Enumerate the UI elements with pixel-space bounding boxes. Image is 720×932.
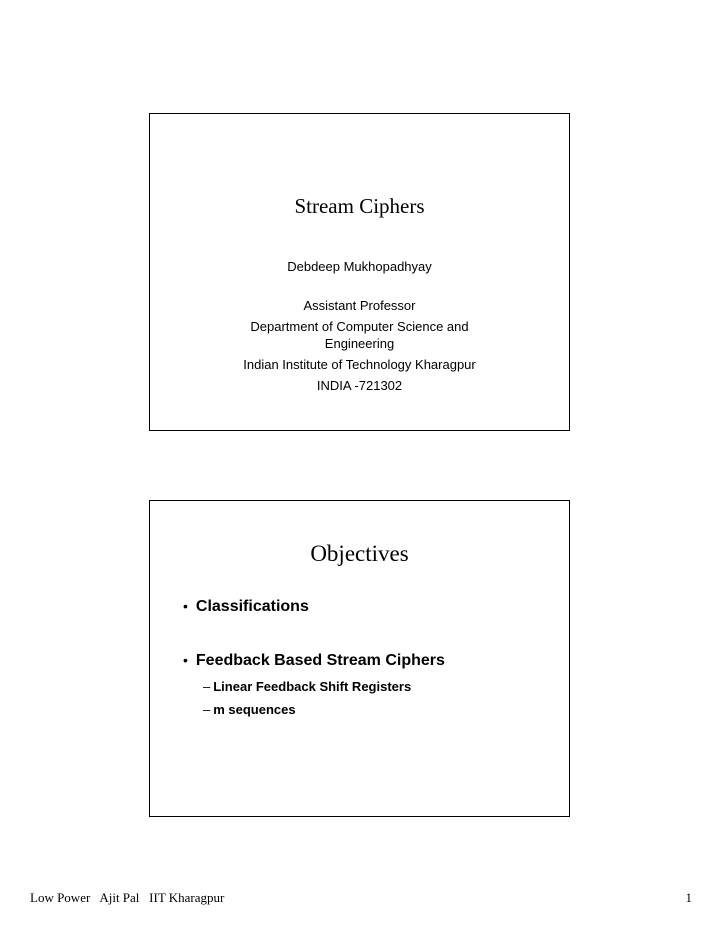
affiliation-line: Indian Institute of Technology Kharagpur — [243, 357, 476, 372]
affiliation-line: Department of Computer Science and — [250, 319, 469, 334]
bullet-item — [183, 652, 445, 670]
page-footer: Low Power Ajit Pal IIT Kharagpur — [30, 890, 225, 905]
slide-title — [149, 113, 570, 431]
page-number: 1 — [685, 890, 692, 905]
slide-title-heading: Stream Ciphers — [294, 194, 425, 218]
sub-bullet-item — [203, 679, 411, 694]
bullet-item — [183, 598, 309, 616]
bullet-icon: • — [183, 598, 188, 614]
sub-bullet-text: m sequences — [213, 702, 296, 717]
sub-bullet-item — [203, 702, 296, 717]
slide-heading: Objectives — [310, 541, 409, 566]
affiliation-line: INDIA -721302 — [316, 378, 403, 393]
sub-bullet-text: Linear Feedback Shift Registers — [213, 679, 412, 694]
bullet-text: Feedback Based Stream Ciphers — [195, 652, 445, 669]
affiliation-line: Assistant Professor — [303, 298, 416, 313]
affiliation-line: Engineering — [324, 336, 395, 351]
author-name: Debdeep Mukhopadhyay — [287, 259, 432, 274]
dash-icon: – — [203, 679, 211, 694]
dash-icon: – — [203, 702, 211, 717]
slide-objectives — [149, 500, 570, 817]
author-affiliation — [210, 297, 509, 394]
bullet-icon: • — [183, 652, 188, 668]
bullet-text: Classifications — [195, 598, 309, 615]
